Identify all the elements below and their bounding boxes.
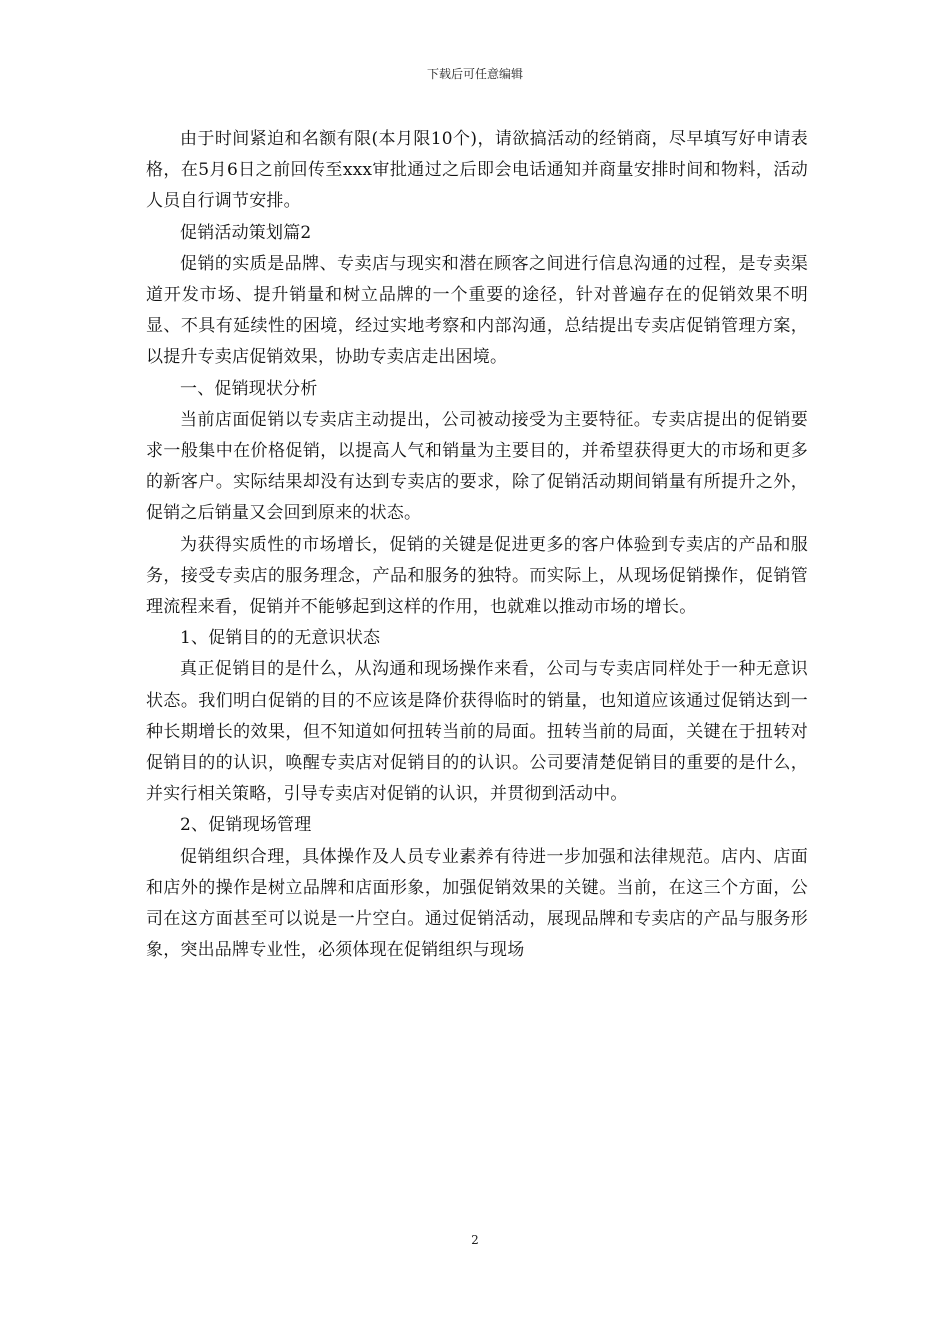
page-number: 2 [471,1233,479,1247]
paragraph-current-status: 当前店面促销以专卖店主动提出，公司被动接受为主要特征。专卖店提出的促销要求一般集中在价格促销，以提高人气和销量为主要目的，并希望获得更大的市场和更多的新客户。实际结果却没有达到专卖店的要求，除了促销活动期间销量有所提升之外，促销之后销量又会回到原来的状态。 [146,409,808,524]
paragraph-true-purpose: 真正促销目的是什么，从沟通和现场操作来看，公司与专卖店同样处于一种无意识状态。我们明白促销的目的不应该是降价获得临时的销量，也知道应该通过促销达到一种长期增长的效果，但不知道如何扭转当前的局面。扭转当前的局面，关键在于扭转对促销目的的认识，唤醒专卖店对促销目的的认识。公司要清楚促销目的重要的是什么，并实行相关策略，引导专卖店对促销的认识，并贯彻到活动中。 [146,659,808,805]
subheading-unconscious-purpose: 1、促销目的的无意识状态 [180,628,381,649]
document-body [146,124,808,966]
paragraph-market-growth: 为获得实质性的市场增长，促销的关键是促进更多的客户体验到专卖店的产品和服务，接受专卖店的服务理念，产品和服务的独特。而实际上，从现场促销操作，促销管理流程来看，促销并不能够起到这样的作用，也就难以推动市场的增长。 [146,534,808,618]
section-heading-status-analysis: 一、促销现状分析 [180,378,318,399]
section-heading-plan-2: 促销活动策划篇2 [180,222,312,243]
paragraph-registration-deadline: 由于时间紧迫和名额有限(本月限10个)，请欲搞活动的经销商，尽早填写好申请表格，在5月6日之前回传至xxx审批通过之后即会电话通知并商量安排时间和物料，活动人员自行调节安排。 [146,129,808,212]
paragraph-organization: 促销组织合理，具体操作及人员专业素养有待进一步加强和法律规范。店内、店面和店外的操作是树立品牌和店面形象，加强促销效果的关键。当前，在这三个方面，公司在这方面甚至可以说是一片空白。通过促销活动，展现品牌和专卖店的产品与服务形象，突出品牌专业性，必须体现在促销组织与现场 [146,846,808,961]
page-header: 下载后可任意编辑 [426,67,523,81]
paragraph-promotion-essence: 促销的实质是品牌、专卖店与现实和潜在顾客之间进行信息沟通的过程，是专卖渠道开发市场、提升销量和树立品牌的一个重要的途径，针对普遍存在的促销效果不明显、不具有延续性的困境，经过实地考察和内部沟通，总结提出专卖店促销管理方案，以提升专卖店促销效果，协助专卖店走出困境。 [146,253,808,368]
subheading-onsite-management: 2、促销现场管理 [180,815,312,836]
